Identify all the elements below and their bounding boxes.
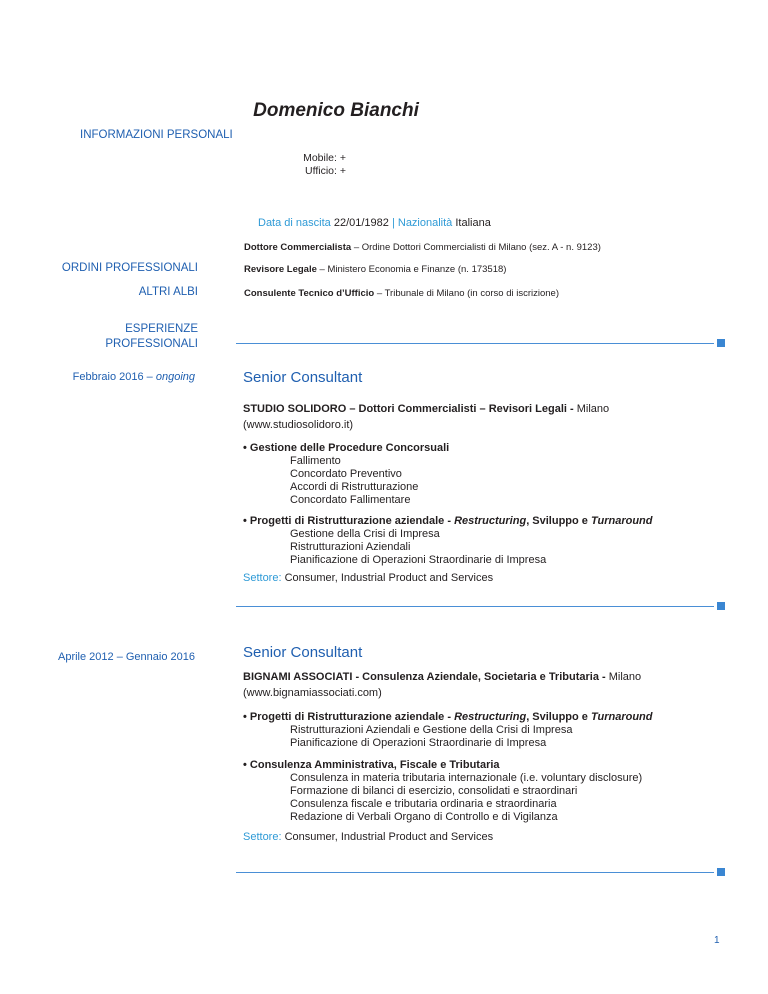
job1-website: (www.studiosolidoro.it): [243, 419, 354, 431]
head-part-italic: Restructuring: [454, 711, 527, 723]
list-item: Accordi di Ristrutturazione: [290, 481, 419, 493]
sector-label: Settore:: [243, 572, 282, 584]
sector-value: Consumer, Industrial Product and Services: [284, 831, 494, 843]
job2-city: Milano: [608, 671, 642, 683]
divider-square: [717, 868, 725, 876]
job1-city: Milano: [576, 403, 610, 415]
sector-value: Consumer, Industrial Product and Services: [284, 572, 494, 584]
divider-line: [236, 606, 714, 607]
credential-ctu: [244, 288, 559, 299]
job2-block2: [243, 759, 642, 824]
page-number: 1: [714, 935, 720, 946]
job1-sector: [243, 572, 493, 585]
section-experience-line1: ESPERIENZE: [125, 323, 198, 335]
head-part: • Progetti di Ristrutturazione aziendale -: [243, 711, 451, 723]
office-label: Ufficio:: [305, 165, 337, 177]
job2-block2-head: • Consulenza Amministrativa, Fiscale e Tributaria: [243, 759, 500, 771]
list-item: Ristrutturazioni Aziendali e Gestione della Crisi di Impresa: [290, 724, 573, 736]
mobile-line: [266, 152, 346, 165]
candidate-name: Domenico Bianchi: [253, 100, 419, 121]
contact-block: [266, 152, 346, 178]
job1-title: Senior Consultant: [243, 369, 363, 386]
list-item: Redazione di Verbali Organo di Controllo e di Vigilanza: [290, 811, 558, 823]
job1-block1: [243, 442, 449, 507]
job2-period: Aprile 2012 – Gennaio 2016: [58, 651, 195, 663]
credential-revisore: [244, 264, 506, 275]
nationality-value: Italiana: [455, 217, 491, 229]
divider-line: [236, 343, 714, 344]
list-item: Concordato Fallimentare: [290, 494, 411, 506]
head-part-italic: Turnaround: [590, 515, 653, 527]
list-item: Consulenza fiscale e tributaria ordinaria e straordinaria: [290, 798, 557, 810]
job2-block1: [243, 711, 653, 750]
job2-sector: [243, 831, 493, 844]
credential-desc: – Tribunale di Milano (in corso di iscrizione): [376, 288, 560, 299]
birth-value: 22/01/1982: [333, 217, 389, 229]
mobile-label: Mobile:: [303, 152, 337, 164]
job2-firm-line: [243, 671, 641, 684]
job1-period-start: Febbraio 2016 –: [72, 371, 153, 383]
section-experience: [60, 322, 198, 352]
sector-label: Settore:: [243, 831, 282, 843]
divider-square: [717, 339, 725, 347]
list-item: Formazione di bilanci di esercizio, consolidati e straordinari: [290, 785, 578, 797]
job2-website: (www.bignamiassociati.com): [243, 687, 382, 699]
job1-period: [40, 370, 195, 385]
nationality-label: Nazionalità: [397, 217, 453, 229]
list-item: Pianificazione di Operazioni Straordinarie di Impresa: [290, 737, 547, 749]
job2-block1-head: [243, 711, 653, 724]
list-item: Concordato Preventivo: [290, 468, 402, 480]
credential-title: Dottore Commercialista: [244, 242, 352, 253]
head-part: , Sviluppo e: [526, 515, 588, 527]
job1-block2: [243, 515, 653, 567]
job2-firm: BIGNAMI ASSOCIATI - Consulenza Aziendale, Societaria e Tributaria -: [243, 671, 606, 683]
head-part: • Progetti di Ristrutturazione aziendale -: [243, 515, 451, 527]
section-personal-info: INFORMAZIONI PERSONALI: [80, 129, 233, 141]
credential-commercialista: [244, 242, 601, 253]
job1-period-end: ongoing: [155, 371, 195, 383]
credential-title: Revisore Legale: [244, 264, 317, 275]
office-line: [266, 165, 346, 178]
list-item: Gestione della Crisi di Impresa: [290, 528, 440, 540]
section-experience-line2: PROFESSIONALI: [105, 338, 198, 350]
birth-sep: |: [391, 217, 395, 229]
birth-label: Data di nascita: [258, 217, 331, 229]
credential-desc: – Ministero Economia e Finanze (n. 173518): [319, 264, 507, 275]
credential-title: Consulente Tecnico d’Ufficio: [244, 288, 375, 299]
list-item: Fallimento: [290, 455, 341, 467]
credential-desc: – Ordine Dottori Commercialisti di Milano (sez. A - n. 9123): [353, 242, 601, 253]
section-professional-orders: ORDINI PROFESSIONALI: [61, 262, 198, 274]
job1-firm-line: [243, 403, 609, 416]
head-part-italic: Turnaround: [590, 711, 653, 723]
job1-firm: STUDIO SOLIDORO – Dottori Commercialisti – Revisori Legali -: [243, 403, 574, 415]
job2-title: Senior Consultant: [243, 644, 363, 661]
mobile-value: +: [339, 152, 346, 164]
birth-line: [258, 217, 491, 230]
job1-block1-head: • Gestione delle Procedure Concorsuali: [243, 442, 450, 454]
head-part: , Sviluppo e: [526, 711, 588, 723]
job1-block2-head: [243, 515, 653, 528]
list-item: Pianificazione di Operazioni Straordinarie di Impresa: [290, 554, 547, 566]
divider-line: [236, 872, 714, 873]
list-item: Ristrutturazioni Aziendali: [290, 541, 411, 553]
divider-square: [717, 602, 725, 610]
section-other-registers: ALTRI ALBI: [138, 286, 198, 298]
office-value: +: [339, 165, 346, 177]
list-item: Consulenza in materia tributaria internazionale (i.e. voluntary disclosure): [290, 772, 643, 784]
head-part-italic: Restructuring: [454, 515, 527, 527]
